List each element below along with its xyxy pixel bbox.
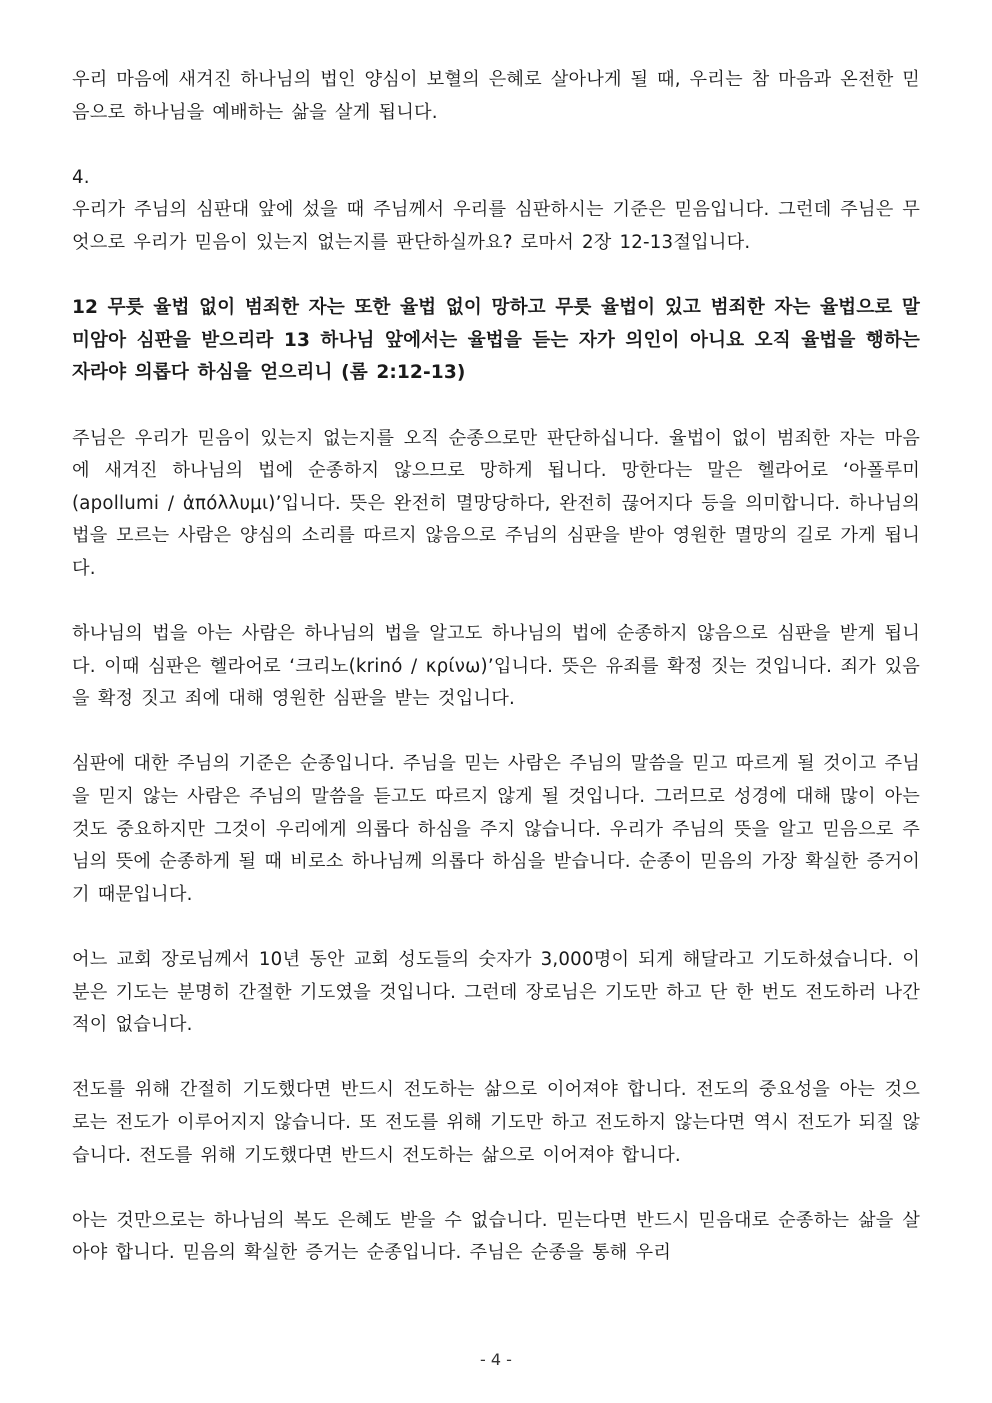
- section-number: 4.: [72, 166, 90, 188]
- paragraph-apollumi: 주님은 우리가 믿음이 있는지 없는지를 오직 순종으로만 판단하십니다. 율법이 없이 범죄한 자는 마음에 새겨진 하나님의 법에 순종하지 않으므로 망하게 됩니다. 망한다는 말은 헬라어로 ‘아폴루미(apollumi / ἀπόλλυμι)’입니다. 뜻은 완전히 멸망당하다, 완전히 끊어지다 등을 의미합니다. 하나님의 법을 모르는 사람은 양심의 소리를 따르지 않음으로 주님의 심판을 받아 영원한 멸망의 길로 가게 됩니다.: [72, 427, 920, 579]
- page-number: - 4 -: [480, 1350, 512, 1369]
- paragraph-obedience-standard: 심판에 대한 주님의 기준은 순종입니다. 주님을 믿는 사람은 주님의 말씀을 믿고 따르게 될 것이고 주님을 믿지 않는 사람은 주님의 말씀을 듣고도 따르지 않게 될 것입니다. 그러므로 성경에 대해 많이 아는 것도 중요하지만 그것이 우리에게 의롭다 하심을 주지 않습니다. 우리가 주님의 뜻을 알고 믿음으로 주님의 뜻에 순종하게 될 때 비로소 하나님께 의롭다 하심을 받습니다. 순종이 믿음의 가장 확실한 증거이기 때문입니다.: [72, 753, 920, 905]
- paragraph-judgment-intro: 우리가 주님의 심판대 앞에 섰을 때 주님께서 우리를 심판하시는 기준은 믿음입니다. 그런데 주님은 무엇으로 우리가 믿음이 있는지 없는지를 판단하실까요? 로마서 2장 12-13절입니다.: [72, 199, 920, 253]
- paragraph-evangelism: 전도를 위해 간절히 기도했다면 반드시 전도하는 삶으로 이어져야 합니다. 전도의 중요성을 아는 것으로는 전도가 이루어지지 않습니다. 또 전도를 위해 기도만 하고 전도하지 않는다면 역시 전도가 되질 않습니다. 전도를 위해 기도했다면 반드시 전도하는 삶으로 이어져야 합니다.: [72, 1079, 920, 1166]
- paragraph-conscience: 우리 마음에 새겨진 하나님의 법인 양심이 보혈의 은혜로 살아나게 될 때, 우리는 참 마음과 온전한 믿음으로 하나님을 예배하는 삶을 살게 됩니다.: [72, 69, 920, 123]
- paragraph-elder-story: 어느 교회 장로님께서 10년 동안 교회 성도들의 숫자가 3,000명이 되게 해달라고 기도하셨습니다. 이 분은 기도는 분명히 간절한 기도였을 것입니다. 그런데 장로님은 기도만 하고 단 한 번도 전도하러 나간 적이 없습니다.: [72, 949, 920, 1036]
- paragraph-krino: 하나님의 법을 아는 사람은 하나님의 법을 알고도 하나님의 법에 순종하지 않음으로 심판을 받게 됩니다. 이때 심판은 헬라어로 ‘크리노(krinó / κρίνω)’입니다. 뜻은 유죄를 확정 짓는 것입니다. 죄가 있음을 확정 짓고 죄에 대해 영원한 심판을 받는 것입니다.: [72, 623, 920, 710]
- document-body: [72, 64, 920, 1303]
- scripture-quote: 12 무릇 율법 없이 범죄한 자는 또한 율법 없이 망하고 무릇 율법이 있고 범죄한 자는 율법으로 말미암아 심판을 받으리라 13 하나님 앞에서는 율법을 듣는 자가 의인이 아니요 오직 율법을 행하는 자라야 의롭다 하심을 얻으리니 (롬 2:12-13): [72, 297, 920, 384]
- paragraph-knowing-not-enough: 아는 것만으로는 하나님의 복도 은혜도 받을 수 없습니다. 믿는다면 반드시 믿음대로 순종하는 삶을 살아야 합니다. 믿음의 확실한 증거는 순종입니다. 주님은 순종을 통해 우리: [72, 1209, 920, 1264]
